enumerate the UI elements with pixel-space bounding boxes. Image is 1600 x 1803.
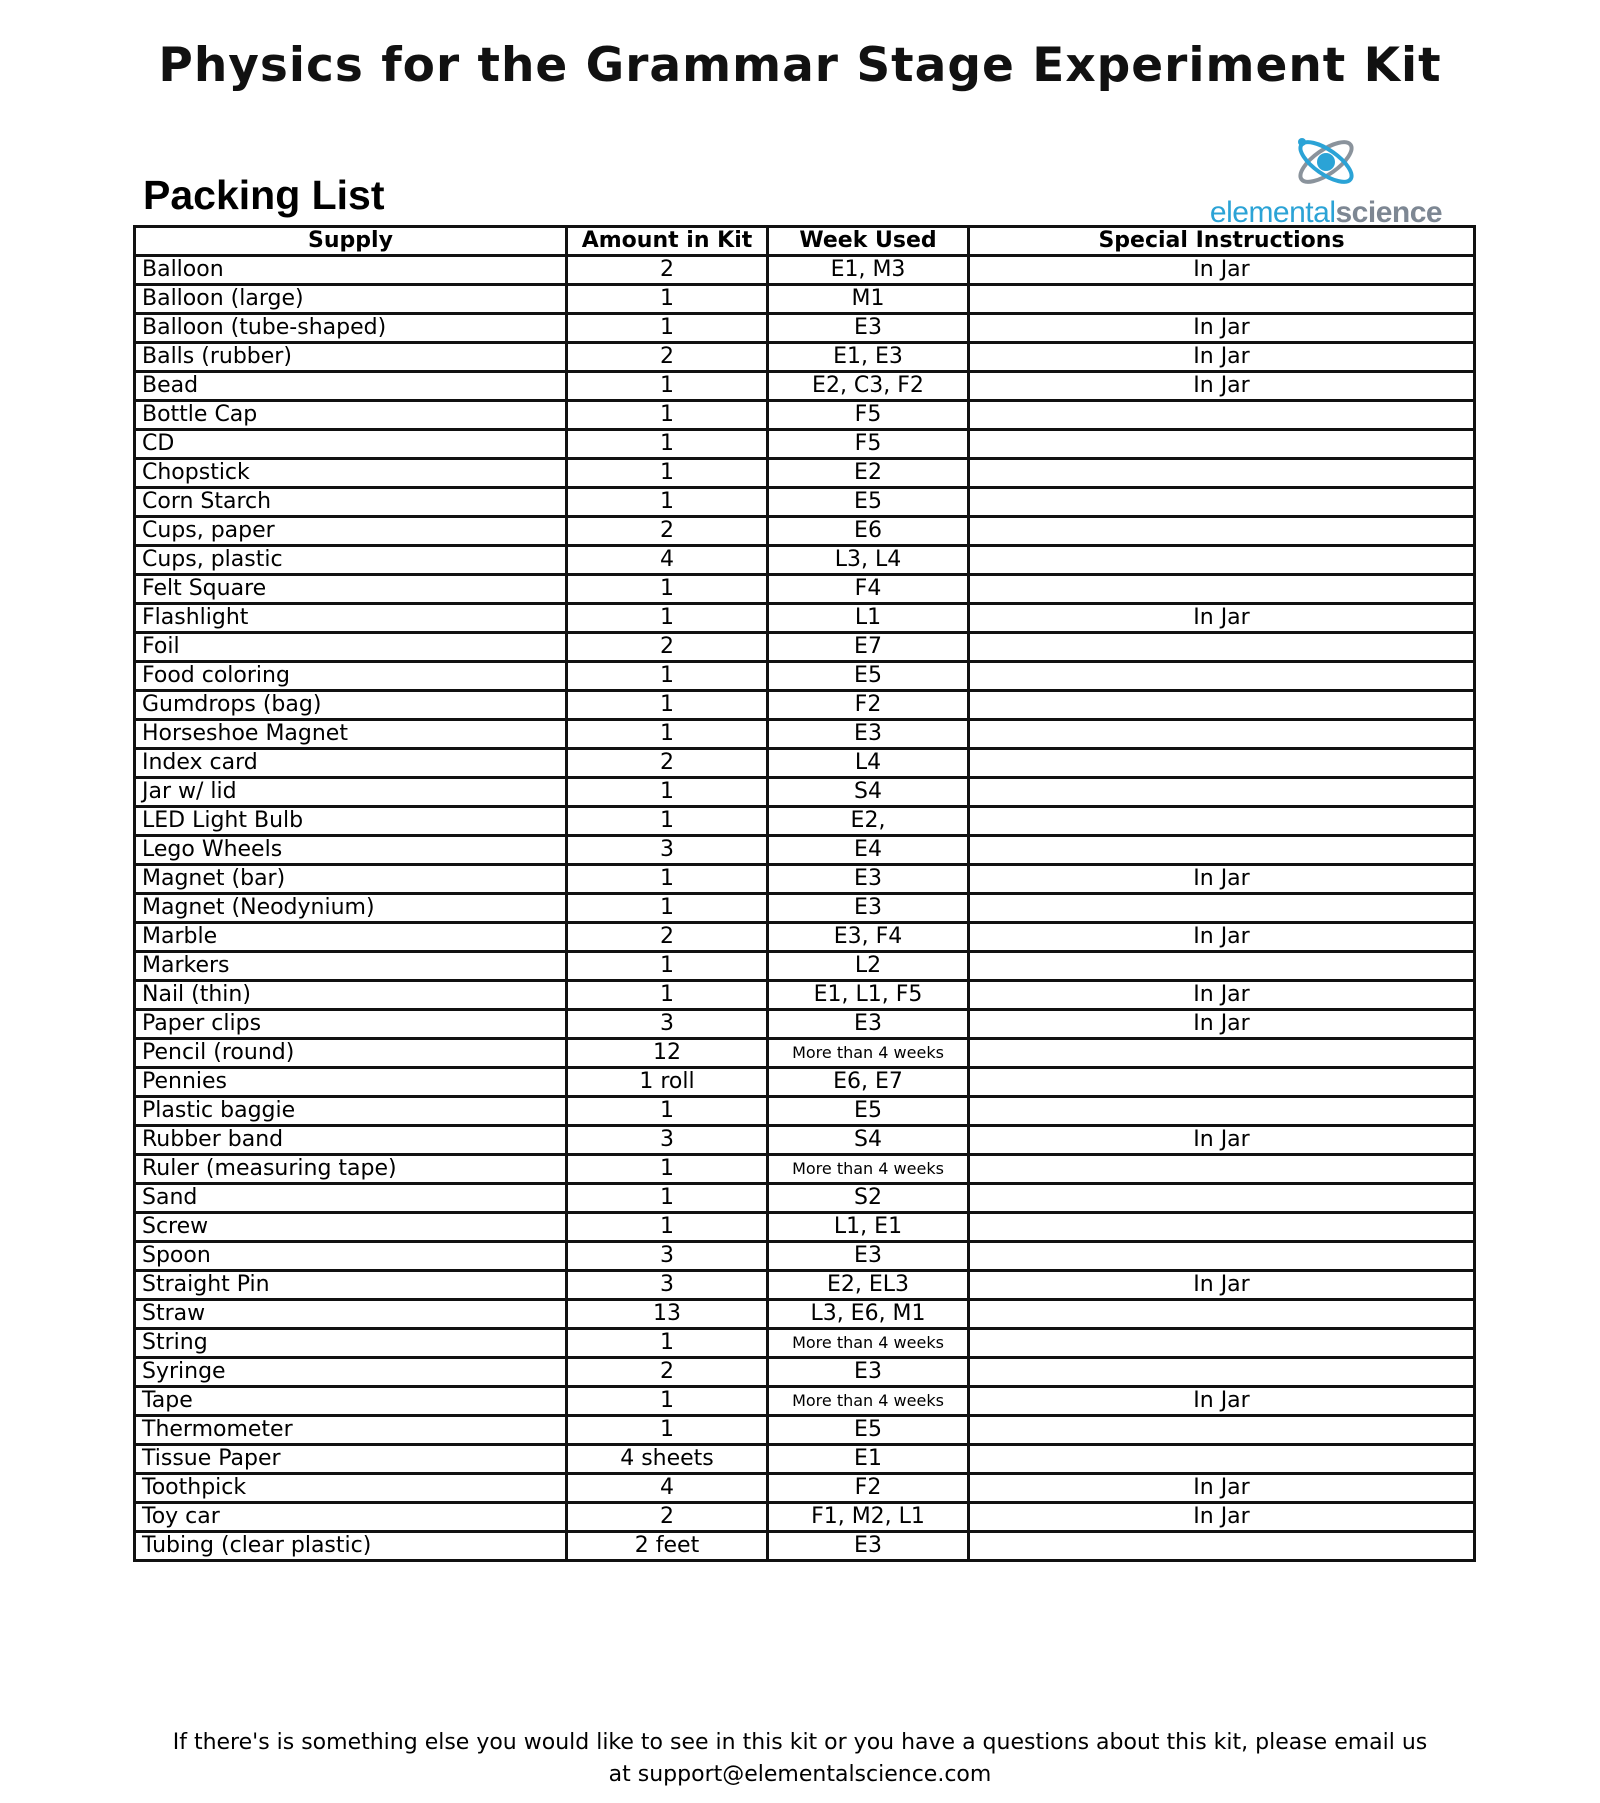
cell-supply: Magnet (Neodynium) — [135, 894, 567, 923]
cell-amount: 1 — [567, 430, 768, 459]
elemental-science-logo — [1196, 130, 1456, 229]
cell-amount: 1 — [567, 981, 768, 1010]
cell-amount: 2 — [567, 749, 768, 778]
table-row — [135, 1329, 1475, 1358]
cell-amount: 1 — [567, 1184, 768, 1213]
table-row — [135, 1271, 1475, 1300]
cell-special-instructions — [969, 1445, 1475, 1474]
cell-special-instructions — [969, 1416, 1475, 1445]
packing-list-heading: Packing List — [143, 172, 385, 218]
cell-special-instructions — [969, 894, 1475, 923]
table-row — [135, 1300, 1475, 1329]
cell-supply: Toy car — [135, 1503, 567, 1532]
table-row — [135, 546, 1475, 575]
cell-week-used: L4 — [768, 749, 969, 778]
table-row — [135, 633, 1475, 662]
cell-special-instructions — [969, 1242, 1475, 1271]
cell-supply: Spoon — [135, 1242, 567, 1271]
cell-week-used: F1, M2, L1 — [768, 1503, 969, 1532]
cell-week-used: S4 — [768, 778, 969, 807]
footer-line-1: If there's is something else you would like to see in this kit or you have a questions about this kit, please email us — [172, 1730, 1428, 1755]
cell-amount: 2 — [567, 343, 768, 372]
cell-week-used: E3 — [768, 894, 969, 923]
cell-special-instructions: In Jar — [969, 923, 1475, 952]
cell-week-used: E1, E3 — [768, 343, 969, 372]
table-row — [135, 488, 1475, 517]
cell-supply: CD — [135, 430, 567, 459]
cell-supply: Foil — [135, 633, 567, 662]
cell-amount: 3 — [567, 1271, 768, 1300]
cell-special-instructions: In Jar — [969, 314, 1475, 343]
table-row — [135, 836, 1475, 865]
footer-line-2: at support@elementalscience.com — [608, 1762, 992, 1787]
cell-week-used: L3, L4 — [768, 546, 969, 575]
cell-amount: 12 — [567, 1039, 768, 1068]
table-row — [135, 691, 1475, 720]
table-row — [135, 749, 1475, 778]
table-row — [135, 1010, 1475, 1039]
cell-special-instructions: In Jar — [969, 1271, 1475, 1300]
cell-supply: Horseshoe Magnet — [135, 720, 567, 749]
cell-amount: 1 — [567, 575, 768, 604]
cell-week-used: S4 — [768, 1126, 969, 1155]
cell-supply: Bottle Cap — [135, 401, 567, 430]
cell-supply: Pencil (round) — [135, 1039, 567, 1068]
cell-amount: 1 — [567, 1416, 768, 1445]
table-row — [135, 343, 1475, 372]
cell-week-used: M1 — [768, 285, 969, 314]
footer-note — [0, 1727, 1600, 1791]
cell-supply: Pennies — [135, 1068, 567, 1097]
cell-supply: Rubber band — [135, 1126, 567, 1155]
cell-supply: Ruler (measuring tape) — [135, 1155, 567, 1184]
table-row — [135, 894, 1475, 923]
table-row — [135, 865, 1475, 894]
cell-week-used: E3 — [768, 865, 969, 894]
cell-supply: Gumdrops (bag) — [135, 691, 567, 720]
cell-special-instructions: In Jar — [969, 865, 1475, 894]
cell-week-used: E4 — [768, 836, 969, 865]
header-supply: Supply — [135, 227, 567, 256]
cell-amount: 3 — [567, 1010, 768, 1039]
cell-supply: Nail (thin) — [135, 981, 567, 1010]
cell-supply: Syringe — [135, 1358, 567, 1387]
cell-week-used: E3 — [768, 1010, 969, 1039]
cell-special-instructions — [969, 952, 1475, 981]
cell-supply: Thermometer — [135, 1416, 567, 1445]
cell-special-instructions: In Jar — [969, 1387, 1475, 1416]
cell-supply: Tubing (clear plastic) — [135, 1532, 567, 1561]
cell-special-instructions — [969, 546, 1475, 575]
cell-special-instructions — [969, 401, 1475, 430]
cell-supply: Lego Wheels — [135, 836, 567, 865]
cell-supply: Balloon — [135, 256, 567, 285]
cell-special-instructions — [969, 575, 1475, 604]
table-body — [135, 256, 1475, 1561]
cell-week-used: E5 — [768, 1097, 969, 1126]
cell-week-used: E2, — [768, 807, 969, 836]
cell-amount: 3 — [567, 836, 768, 865]
cell-amount: 2 — [567, 1358, 768, 1387]
table-row — [135, 1126, 1475, 1155]
table-row — [135, 807, 1475, 836]
cell-supply: Toothpick — [135, 1474, 567, 1503]
document-title: Physics for the Grammar Stage Experiment Kit — [158, 38, 1442, 93]
cell-amount: 1 — [567, 488, 768, 517]
cell-amount: 2 — [567, 633, 768, 662]
logo-word-elemental: elemental — [1209, 196, 1336, 229]
cell-amount: 1 — [567, 691, 768, 720]
table-row — [135, 1532, 1475, 1561]
cell-supply: Food coloring — [135, 662, 567, 691]
table-row — [135, 604, 1475, 633]
cell-amount: 1 — [567, 720, 768, 749]
cell-week-used: F2 — [768, 691, 969, 720]
cell-supply: Tape — [135, 1387, 567, 1416]
cell-special-instructions — [969, 1300, 1475, 1329]
cell-special-instructions — [969, 807, 1475, 836]
cell-special-instructions — [969, 430, 1475, 459]
cell-supply: String — [135, 1329, 567, 1358]
cell-supply: Jar w/ lid — [135, 778, 567, 807]
table-row — [135, 952, 1475, 981]
cell-supply: Cups, paper — [135, 517, 567, 546]
cell-amount: 4 — [567, 546, 768, 575]
table-row — [135, 1358, 1475, 1387]
cell-special-instructions — [969, 1532, 1475, 1561]
cell-amount: 13 — [567, 1300, 768, 1329]
cell-special-instructions — [969, 285, 1475, 314]
cell-week-used: E5 — [768, 662, 969, 691]
cell-supply: Balls (rubber) — [135, 343, 567, 372]
cell-supply: Bead — [135, 372, 567, 401]
cell-special-instructions: In Jar — [969, 1126, 1475, 1155]
cell-week-used: E7 — [768, 633, 969, 662]
cell-special-instructions: In Jar — [969, 372, 1475, 401]
cell-week-used: F5 — [768, 430, 969, 459]
table-row — [135, 1445, 1475, 1474]
cell-supply: Corn Starch — [135, 488, 567, 517]
header-special-instructions: Special Instructions — [969, 227, 1475, 256]
table-row — [135, 401, 1475, 430]
table-row — [135, 1184, 1475, 1213]
cell-week-used: E6 — [768, 517, 969, 546]
cell-amount: 1 — [567, 1329, 768, 1358]
cell-supply: Straw — [135, 1300, 567, 1329]
cell-supply: LED Light Bulb — [135, 807, 567, 836]
cell-amount: 1 — [567, 807, 768, 836]
table-row — [135, 1242, 1475, 1271]
table-row — [135, 1213, 1475, 1242]
cell-amount: 2 — [567, 923, 768, 952]
cell-week-used: L1, E1 — [768, 1213, 969, 1242]
cell-week-used: E3 — [768, 314, 969, 343]
cell-amount: 1 — [567, 662, 768, 691]
cell-supply: Cups, plastic — [135, 546, 567, 575]
table-row — [135, 575, 1475, 604]
cell-amount: 2 — [567, 517, 768, 546]
cell-special-instructions: In Jar — [969, 1503, 1475, 1532]
cell-supply: Paper clips — [135, 1010, 567, 1039]
cell-special-instructions — [969, 720, 1475, 749]
cell-week-used: E3 — [768, 1532, 969, 1561]
header-amount: Amount in Kit — [567, 227, 768, 256]
cell-amount: 2 — [567, 1503, 768, 1532]
cell-week-used: L1 — [768, 604, 969, 633]
cell-amount: 1 — [567, 778, 768, 807]
cell-special-instructions: In Jar — [969, 1010, 1475, 1039]
cell-amount: 2 — [567, 256, 768, 285]
cell-amount: 1 — [567, 459, 768, 488]
cell-amount: 3 — [567, 1242, 768, 1271]
cell-week-used: L2 — [768, 952, 969, 981]
cell-supply: Plastic baggie — [135, 1097, 567, 1126]
cell-supply: Magnet (bar) — [135, 865, 567, 894]
cell-week-used: E2 — [768, 459, 969, 488]
table-row — [135, 372, 1475, 401]
cell-special-instructions: In Jar — [969, 604, 1475, 633]
cell-week-used: E3 — [768, 1242, 969, 1271]
cell-week-used: F5 — [768, 401, 969, 430]
cell-amount: 1 — [567, 952, 768, 981]
cell-week-used: E1, M3 — [768, 256, 969, 285]
cell-supply: Marble — [135, 923, 567, 952]
cell-special-instructions: In Jar — [969, 343, 1475, 372]
atom-logo-icon — [1286, 130, 1366, 194]
cell-amount: 1 — [567, 604, 768, 633]
cell-special-instructions — [969, 1097, 1475, 1126]
cell-special-instructions — [969, 1184, 1475, 1213]
cell-special-instructions — [969, 836, 1475, 865]
header-week-used: Week Used — [768, 227, 969, 256]
cell-special-instructions — [969, 1068, 1475, 1097]
cell-week-used: F2 — [768, 1474, 969, 1503]
cell-special-instructions: In Jar — [969, 981, 1475, 1010]
cell-supply: Index card — [135, 749, 567, 778]
table-row — [135, 1416, 1475, 1445]
table-row — [135, 981, 1475, 1010]
cell-supply: Tissue Paper — [135, 1445, 567, 1474]
cell-amount: 1 — [567, 894, 768, 923]
cell-special-instructions: In Jar — [969, 256, 1475, 285]
cell-amount: 1 — [567, 1387, 768, 1416]
cell-supply: Chopstick — [135, 459, 567, 488]
cell-amount: 2 feet — [567, 1532, 768, 1561]
cell-amount: 1 roll — [567, 1068, 768, 1097]
cell-special-instructions — [969, 517, 1475, 546]
cell-week-used: E3 — [768, 720, 969, 749]
cell-amount: 1 — [567, 285, 768, 314]
cell-supply: Felt Square — [135, 575, 567, 604]
cell-week-used: E1 — [768, 1445, 969, 1474]
cell-special-instructions — [969, 488, 1475, 517]
cell-special-instructions: In Jar — [969, 1474, 1475, 1503]
table-header-row — [135, 227, 1475, 256]
table-row — [135, 662, 1475, 691]
cell-special-instructions — [969, 662, 1475, 691]
cell-amount: 3 — [567, 1126, 768, 1155]
table-row — [135, 778, 1475, 807]
table-row — [135, 923, 1475, 952]
cell-supply: Markers — [135, 952, 567, 981]
cell-week-used: L3, E6, M1 — [768, 1300, 969, 1329]
cell-week-used: E2, C3, F2 — [768, 372, 969, 401]
table-row — [135, 1474, 1475, 1503]
cell-special-instructions — [969, 1039, 1475, 1068]
cell-amount: 4 sheets — [567, 1445, 768, 1474]
cell-week-used: E2, EL3 — [768, 1271, 969, 1300]
cell-week-used: More than 4 weeks — [768, 1155, 969, 1184]
table-row — [135, 1503, 1475, 1532]
cell-special-instructions — [969, 633, 1475, 662]
table-row — [135, 314, 1475, 343]
cell-supply: Straight Pin — [135, 1271, 567, 1300]
cell-supply: Screw — [135, 1213, 567, 1242]
cell-week-used: E6, E7 — [768, 1068, 969, 1097]
table-row — [135, 256, 1475, 285]
cell-week-used: More than 4 weeks — [768, 1329, 969, 1358]
table-row — [135, 1039, 1475, 1068]
cell-week-used: E3 — [768, 1358, 969, 1387]
cell-special-instructions — [969, 1358, 1475, 1387]
cell-amount: 1 — [567, 865, 768, 894]
cell-special-instructions — [969, 1329, 1475, 1358]
cell-supply: Balloon (tube-shaped) — [135, 314, 567, 343]
cell-week-used: More than 4 weeks — [768, 1387, 969, 1416]
cell-week-used: E3, F4 — [768, 923, 969, 952]
cell-special-instructions — [969, 691, 1475, 720]
cell-special-instructions — [969, 749, 1475, 778]
table-row — [135, 1068, 1475, 1097]
cell-week-used: S2 — [768, 1184, 969, 1213]
cell-special-instructions — [969, 1213, 1475, 1242]
cell-week-used: E1, L1, F5 — [768, 981, 969, 1010]
table-row — [135, 517, 1475, 546]
cell-special-instructions — [969, 778, 1475, 807]
cell-amount: 1 — [567, 401, 768, 430]
cell-amount: 1 — [567, 1213, 768, 1242]
table-row — [135, 1097, 1475, 1126]
cell-special-instructions — [969, 459, 1475, 488]
packing-list-table — [133, 225, 1476, 1562]
cell-week-used: More than 4 weeks — [768, 1039, 969, 1068]
table-row — [135, 459, 1475, 488]
cell-week-used: F4 — [768, 575, 969, 604]
cell-week-used: E5 — [768, 488, 969, 517]
cell-amount: 4 — [567, 1474, 768, 1503]
table-row — [135, 1387, 1475, 1416]
table-row — [135, 285, 1475, 314]
cell-amount: 1 — [567, 372, 768, 401]
cell-amount: 1 — [567, 1097, 768, 1126]
logo-word-science: science — [1335, 196, 1443, 229]
cell-week-used: E5 — [768, 1416, 969, 1445]
table-row — [135, 720, 1475, 749]
cell-supply: Balloon (large) — [135, 285, 567, 314]
table-row — [135, 430, 1475, 459]
cell-supply: Sand — [135, 1184, 567, 1213]
table-row — [135, 1155, 1475, 1184]
cell-supply: Flashlight — [135, 604, 567, 633]
cell-amount: 1 — [567, 314, 768, 343]
cell-special-instructions — [969, 1155, 1475, 1184]
cell-amount: 1 — [567, 1155, 768, 1184]
